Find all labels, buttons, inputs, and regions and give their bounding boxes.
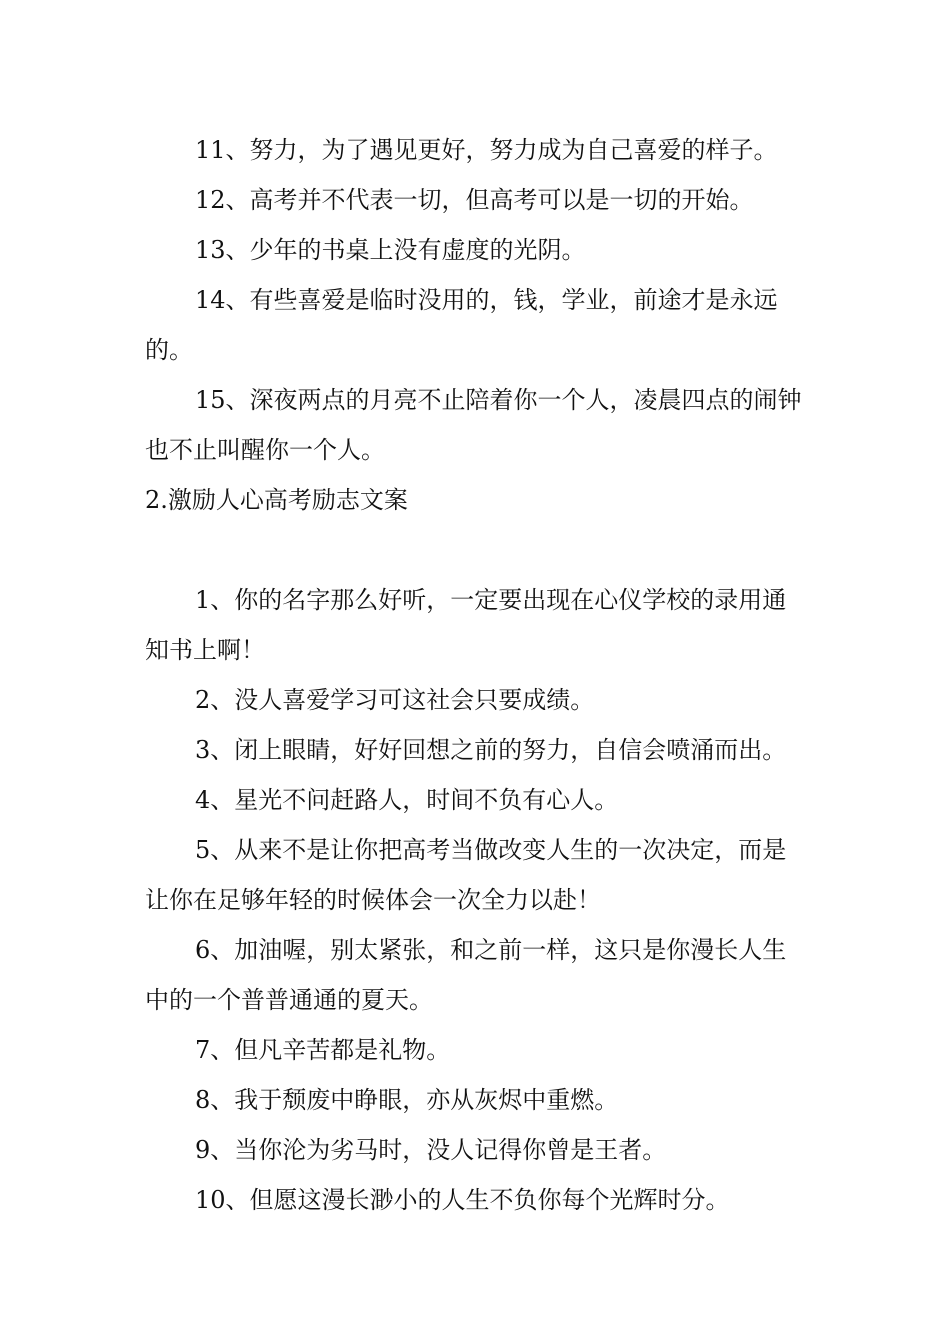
quote-item: 10、但愿这漫长渺小的人生不负你每个光辉时分。 xyxy=(195,1186,730,1214)
quote-item: 2、没人喜爱学习可这社会只要成绩。 xyxy=(195,686,595,714)
quote-item: 15、深夜两点的月亮不止陪着你一个人，凌晨四点的闹钟也不止叫醒你一个人。 xyxy=(145,386,802,464)
section-heading: 2.激励人心高考励志文案 xyxy=(145,486,408,514)
quote-item: 9、当你沦为劣马时，没人记得你曾是王者。 xyxy=(195,1136,667,1164)
quote-item: 5、从来不是让你把高考当做改变人生的一次决定，而是让你在足够年轻的时候体会一次全力以赴！ xyxy=(145,836,787,914)
quote-item: 6、加油喔，别太紧张，和之前一样，这只是你漫长人生中的一个普普通通的夏天。 xyxy=(145,936,787,1014)
quote-item: 12、高考并不代表一切，但高考可以是一切的开始。 xyxy=(195,186,754,214)
quote-item: 14、有些喜爱是临时没用的，钱，学业，前途才是永远的。 xyxy=(145,286,778,364)
quote-item: 11、努力，为了遇见更好，努力成为自己喜爱的样子。 xyxy=(195,136,778,164)
quote-item: 4、星光不问赶路人，时间不负有心人。 xyxy=(195,786,619,814)
quote-item: 7、但凡辛苦都是礼物。 xyxy=(195,1036,451,1064)
quote-item: 8、我于颓废中睁眼，亦从灰烬中重燃。 xyxy=(195,1086,619,1114)
quote-item: 3、闭上眼睛，好好回想之前的努力，自信会喷涌而出。 xyxy=(195,736,787,764)
quote-item: 13、少年的书桌上没有虚度的光阴。 xyxy=(195,236,586,264)
quote-item: 1、你的名字那么好听，一定要出现在心仪学校的录用通知书上啊！ xyxy=(145,586,787,664)
